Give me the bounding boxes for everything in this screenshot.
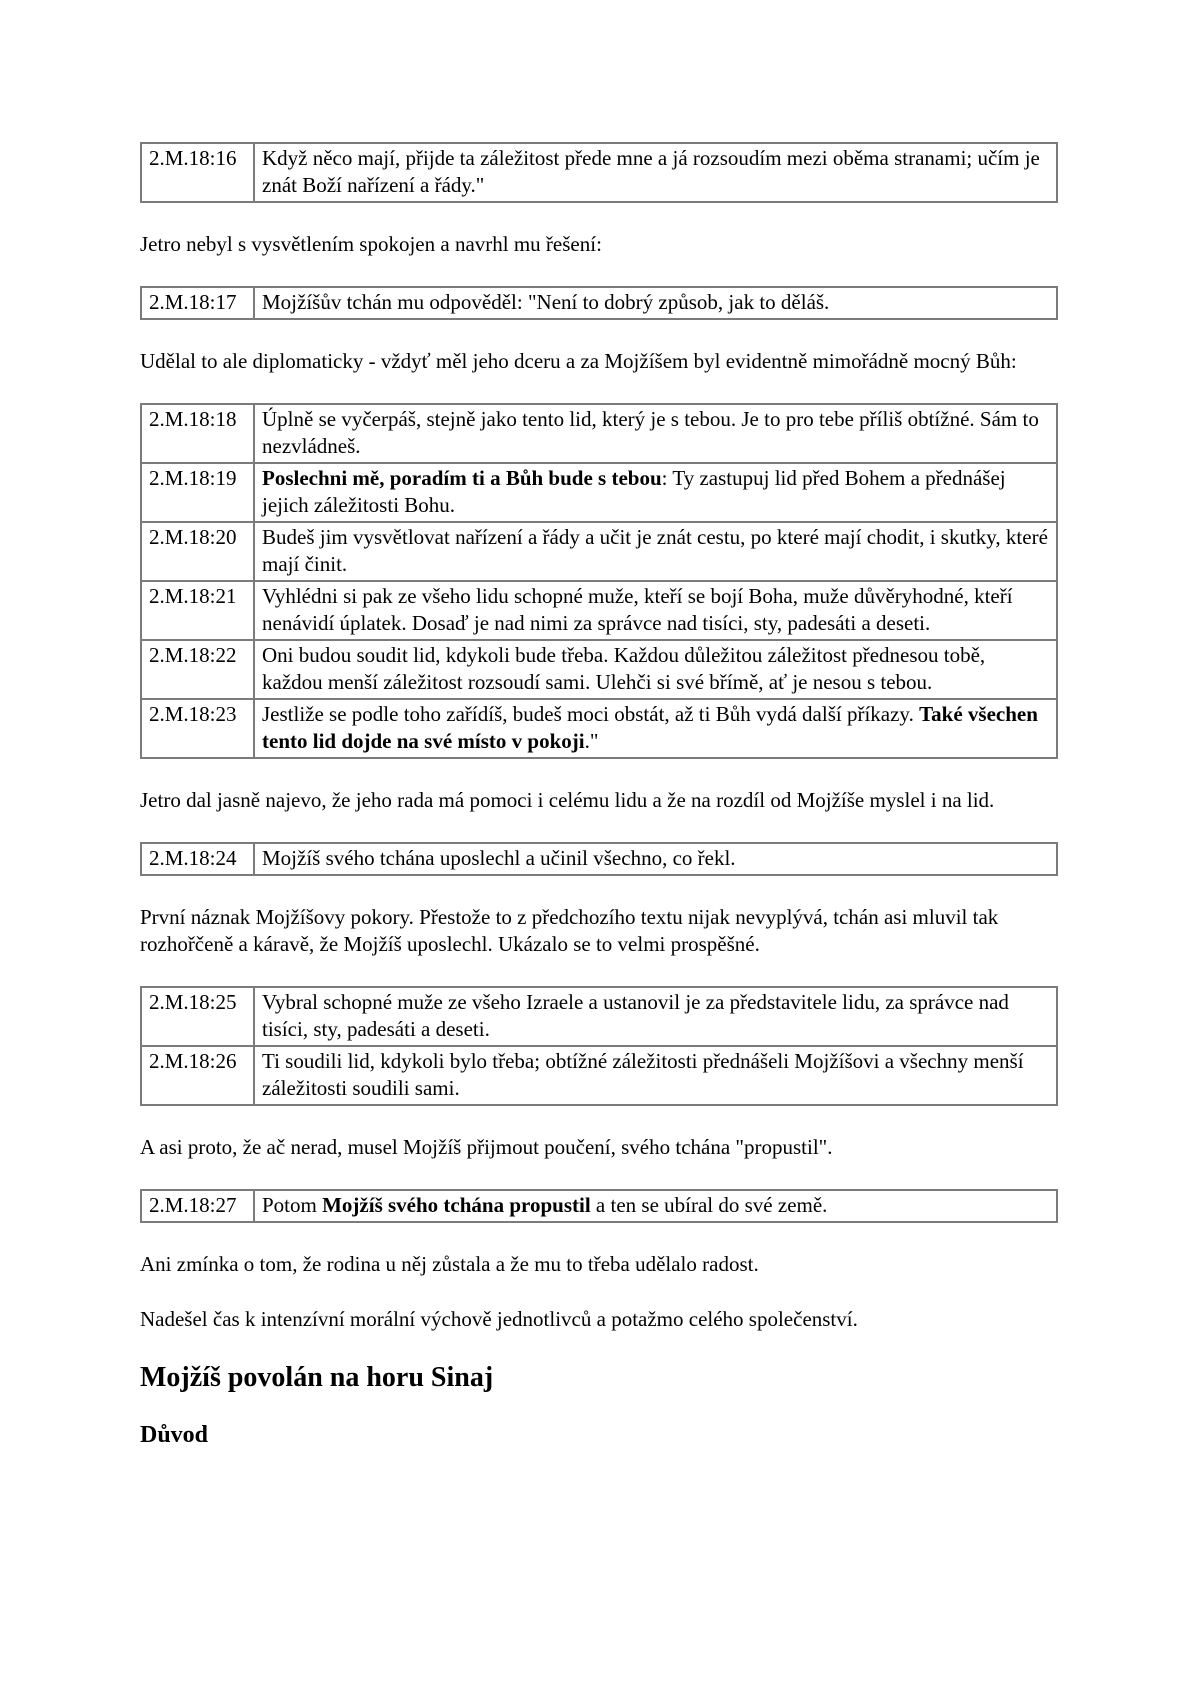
verse-table — [140, 403, 1058, 759]
verse-text — [254, 699, 1057, 758]
verse-text-segment: Úplně se vyčerpáš, stejně jako tento lid, který je s tebou. Je to pro tebe příliš obtížné. Sám to nezvládneš. — [262, 407, 1039, 458]
verse-ref: 2.M.18:23 — [141, 699, 254, 758]
verse-table — [140, 986, 1058, 1106]
verse-text-segment: ." — [584, 729, 599, 753]
verse-table — [140, 142, 1058, 203]
verse-ref: 2.M.18:21 — [141, 581, 254, 640]
verse-ref: 2.M.18:19 — [141, 463, 254, 522]
verse-row — [141, 404, 1057, 463]
commentary-paragraph: Jetro dal jasně najevo, že jeho rada má pomoci i celému lidu a že na rozdíl od Mojžíše myslel i na lid. — [140, 788, 995, 812]
verse-text — [254, 143, 1057, 202]
verse-table — [140, 286, 1058, 320]
verse-text — [254, 843, 1057, 875]
subsection-heading: Důvod — [140, 1422, 209, 1448]
verse-text-bold-segment: Poslechni mě, poradím ti a Bůh bude s tebou — [262, 466, 662, 490]
verse-text-segment: Mojžíšův tchán mu odpověděl: "Není to dobrý způsob, jak to děláš. — [262, 290, 830, 314]
verse-text-segment: Když něco mají, přijde ta záležitost přede mne a já rozsoudím mezi oběma stranami; učím je znát Boží nařízení a řády." — [262, 146, 1040, 197]
commentary-paragraph: A asi proto, že ač nerad, musel Mojžíš přijmout poučení, svého tchána "propustil". — [140, 1135, 833, 1159]
verse-ref: 2.M.18:26 — [141, 1046, 254, 1105]
verse-ref: 2.M.18:25 — [141, 987, 254, 1046]
verse-row — [141, 987, 1057, 1046]
verse-text-segment: Budeš jim vysvětlovat nařízení a řády a učit je znát cestu, po které mají chodit, i skutky, které mají činit. — [262, 525, 1048, 576]
verse-table — [140, 842, 1058, 876]
commentary-paragraph: Ani zmínka o tom, že rodina u něj zůstala a že mu to třeba udělalo radost. — [140, 1252, 759, 1276]
verse-ref: 2.M.18:16 — [141, 143, 254, 202]
verse-row — [141, 699, 1057, 758]
verse-text-segment: Ti soudili lid, kdykoli bylo třeba; obtížné záležitosti přednášeli Mojžíšovi a všechny menší záležitosti soudili sami. — [262, 1049, 1024, 1100]
verse-text-segment: Vybral schopné muže ze všeho Izraele a ustanovil je za představitele lidu, za správce nad tisíci, sty, padesáti a deseti. — [262, 990, 1009, 1041]
commentary-paragraph: Jetro nebyl s vysvětlením spokojen a navrhl mu řešení: — [140, 232, 602, 256]
section-heading: Mojžíš povolán na horu Sinaj — [140, 1362, 494, 1393]
verse-row — [141, 287, 1057, 319]
verse-ref: 2.M.18:27 — [141, 1190, 254, 1222]
verse-text-segment: Jestliže se podle toho zařídíš, budeš moci obstát, až ti Bůh vydá další příkazy. — [262, 702, 920, 726]
verse-row — [141, 843, 1057, 875]
verse-row — [141, 581, 1057, 640]
verse-row — [141, 640, 1057, 699]
verse-row — [141, 463, 1057, 522]
verse-ref: 2.M.18:17 — [141, 287, 254, 319]
commentary-paragraph: Nadešel čas k intenzívní morální výchově jednotlivců a potažmo celého společenství. — [140, 1307, 858, 1331]
verse-text-bold-segment: Mojžíš svého tchána propustil — [322, 1193, 591, 1217]
verse-text-bold-segment: Také všechen tento lid dojde na své místo v pokoji — [262, 702, 1038, 753]
verse-row — [141, 1046, 1057, 1105]
commentary-paragraph: První náznak Mojžíšovy pokory. Přestože to z předchozího textu nijak nevyplývá, tchán asi mluvil tak rozhořčeně a káravě, že Mojžíš uposlechl. Ukázalo se to velmi prospěšné. — [140, 905, 999, 956]
verse-ref: 2.M.18:22 — [141, 640, 254, 699]
verse-row — [141, 522, 1057, 581]
commentary-paragraph: Udělal to ale diplomaticky - vždyť měl jeho dceru a za Mojžíšem byl evidentně mimořádně mocný Bůh: — [140, 349, 1017, 373]
verse-text-segment: Vyhlédni si pak ze všeho lidu schopné muže, kteří se bojí Boha, muže důvěryhodné, kteří nenávidí úplatek. Dosaď je nad nimi za správce nad tisíci, sty, padesáti a deseti. — [262, 584, 1013, 635]
verse-text — [254, 581, 1057, 640]
verse-text — [254, 287, 1057, 319]
verse-text — [254, 1190, 1057, 1222]
verse-text — [254, 463, 1057, 522]
verse-text — [254, 640, 1057, 699]
verse-text-segment: Potom — [262, 1193, 323, 1217]
verse-table — [140, 1189, 1058, 1223]
verse-text — [254, 522, 1057, 581]
verse-ref: 2.M.18:20 — [141, 522, 254, 581]
verse-text-segment: : Ty zastupuj lid před Bohem a přednášej jejich záležitosti Bohu. — [262, 466, 1006, 517]
verse-text-segment: a ten se ubíral do své země. — [590, 1193, 828, 1217]
verse-text — [254, 987, 1057, 1046]
verse-row — [141, 1190, 1057, 1222]
verse-text — [254, 404, 1057, 463]
verse-ref: 2.M.18:24 — [141, 843, 254, 875]
verse-text — [254, 1046, 1057, 1105]
verse-text-segment: Oni budou soudit lid, kdykoli bude třeba. Každou důležitou záležitost přednesou tobě, každou menší záležitost rozsoudí sami. Ulehči si své břímě, ať je nesou s tebou. — [262, 643, 986, 694]
verse-text-segment: Mojžíš svého tchána uposlechl a učinil všechno, co řekl. — [262, 846, 736, 870]
verse-row — [141, 143, 1057, 202]
verse-ref: 2.M.18:18 — [141, 404, 254, 463]
